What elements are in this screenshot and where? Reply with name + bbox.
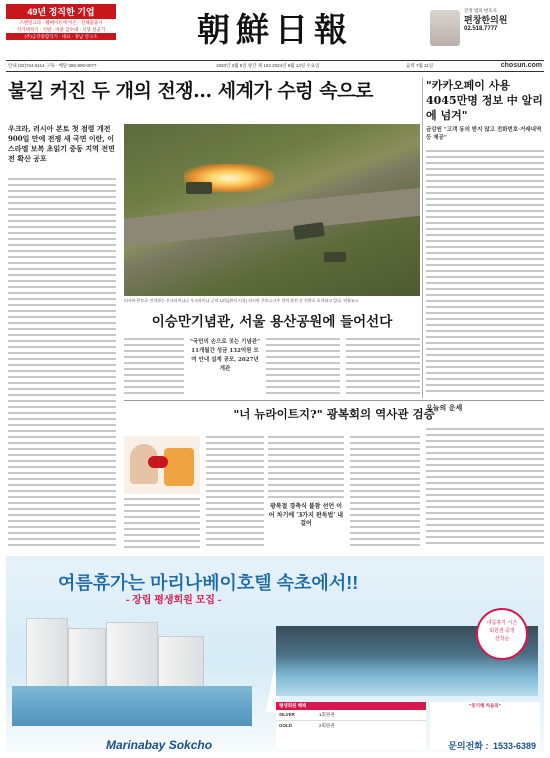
left-ad-footer: (주)금강종합식기 · 대표 · 경남 연구소 <box>6 33 116 40</box>
membership-table: 평생회원 혜택 SILVER 1회원권 GOLD 2회원권 <box>276 702 426 750</box>
story2-headline[interactable]: 이승만기념관, 서울 용산공원에 들어선다 <box>151 314 393 330</box>
story2-headline-box <box>124 312 420 332</box>
promo-badge: 여름휴가 시즌 회원권 증정 선착순 <box>476 608 528 660</box>
right-story-body <box>426 150 544 395</box>
ad-footer <box>106 736 536 752</box>
newspaper-masthead: 朝鮮日報 <box>197 10 353 49</box>
hotel-brand: Marinabay Sokcho <box>106 738 213 752</box>
contact-info: 안내 (02)724-5114 구독 · 배달 080-900-0077 <box>8 63 97 68</box>
phone-number[interactable]: 1533-6389 <box>492 741 536 751</box>
story3-body-2 <box>206 436 264 550</box>
issue-date: 1920년 3월 5일 창간 제 104 2024년 8월 14일 수요일 <box>216 63 320 68</box>
story2-body-2 <box>266 338 340 396</box>
story3-body-3 <box>268 436 344 498</box>
left-ad-line-2: 식기세척기 · 식판 · 이중 급수대 · 식당 살균기 <box>16 27 106 32</box>
photo-caption: 러시아 본토로 진격하는 우크라이나군 우크라이나 군이 12일(현지 시각) 러시아 쿠르스크주 진격 작전 중 전차로 포격하고 있다. 연합뉴스 <box>124 298 359 303</box>
right-ad-name: 편창한의원 <box>464 15 508 25</box>
harbor-water <box>12 686 252 726</box>
right-subheadline: 금감원 "고객 동의 받지 않고 전화번호·거래내역 등 제공" <box>426 127 542 141</box>
right-ad-tagline: 진정 법의 변호사 <box>464 8 497 13</box>
left-header-ad[interactable] <box>6 4 116 52</box>
story3-headline[interactable]: "너 뉴라이트지?" 광복회의 역사관 검증 <box>233 407 435 421</box>
story2-subheadline: "국민의 손으로 짓는 기념관" 11개월간 성금 132억원 모여 안내 설계 공모, 2027년 개관 <box>190 339 260 372</box>
horoscope-body <box>426 428 544 548</box>
story3-illustration <box>124 436 200 494</box>
story2-body-3 <box>346 338 420 396</box>
story3-body-4 <box>350 436 420 550</box>
main-story-body <box>8 178 116 550</box>
story3-pull-quote: 광복절 경축식 불참 선언 이어 차기에 '3가지 판독법' 내걸어 <box>268 503 344 527</box>
site-link[interactable]: chosun.com <box>500 62 542 69</box>
info-bar <box>6 60 544 72</box>
main-headline[interactable]: 불길 커진 두 개의 전쟁… 세계가 수렁 속으로 <box>8 80 373 102</box>
right-headline[interactable]: "카카오페이 사용 4045만명 정보 中 알리에 넘겨" <box>426 79 543 122</box>
story2-body-1 <box>124 338 184 396</box>
benefits-title: "동기해 처음의" <box>469 703 501 708</box>
phone-label: 문의전화 : <box>448 741 489 751</box>
membership-table-title: 평생회원 혜택 <box>276 702 426 710</box>
lunar-date: 음력 7월 11일 <box>406 63 434 68</box>
horoscope-title: 오늘의 운세 <box>426 403 463 412</box>
war-photo <box>124 124 420 296</box>
left-ad-line-1: 스텐밀크라 · 웰메이트에 이은 · 신제품출시 <box>19 20 103 25</box>
ad-subtitle: - 장립 평생회원 모집 - <box>126 595 222 606</box>
right-header-ad[interactable] <box>430 8 544 52</box>
right-ad-phone: 02.518.7777 <box>464 26 498 32</box>
ad-title: 여름휴가는 마리나베이호텔 속초에서!! <box>58 573 359 593</box>
right-column-story <box>426 78 544 142</box>
main-lead: 우크라, 러시아 본토 첫 점령 개전 900일 만에 전쟁 새 국면 이란, 이스라엘 보복 초읽기 중동 지역 전면전 확산 공포 <box>8 124 115 163</box>
avatar <box>430 10 460 46</box>
horoscope-box[interactable] <box>426 403 544 425</box>
hotel-advertisement[interactable] <box>6 556 544 752</box>
left-ad-title: 49년 정직한 기업 <box>6 4 116 19</box>
story3-body-1 <box>124 498 200 550</box>
photo-credit: 연합뉴스 <box>343 298 359 303</box>
